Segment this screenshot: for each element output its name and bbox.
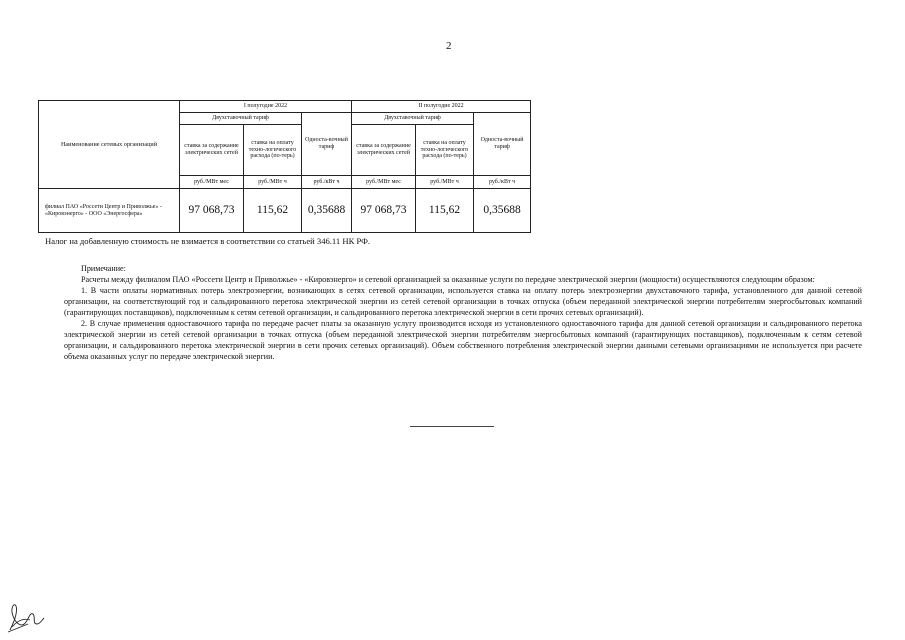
unit-cell: руб./МВт ч (416, 176, 474, 189)
table-cell: 97 068,73 (352, 189, 416, 233)
vat-note: Налог на добавленную стоимость не взимается в соответствии со статьей 346.11 НК РФ. (45, 236, 371, 246)
notes-item-2: 2. В случае применения одноставочного тарифа по передаче расчет платы за оказанную услугу производится исходя из установленного одноставочного тарифа для данной сетевой организации и сальдированного перетока электрической энергии из сетей сетевой организации в точках отпуска (объем переданной электрической энергии потребителям энергосбытовых компаний (гарантирующих поставщиков), подключенным к сетям сетевой организации, и сальдированного перетока электрической энергии в сети прочих сетевых организаций). Объем собственного потребления электрической энергии данными сетевыми организациями не используется при расчете объема оказанных услуг по передаче электрической энергии. (64, 319, 862, 361)
unit-cell: руб./кВт ч (474, 176, 531, 189)
losses-rate-header-1: ставка на оплату техно-логического расхода (по-терь) (244, 125, 302, 176)
two-part-tariff-header-2: Двухставочный тариф (352, 113, 474, 125)
page-number: 2 (446, 40, 452, 52)
maintenance-rate-header-1: ставка за содержание электрических сетей (180, 125, 244, 176)
tariff-table (38, 100, 531, 233)
table-cell: 0,35688 (302, 189, 352, 233)
single-rate-header-2: Односта-вочный тариф (474, 113, 531, 176)
period-1-header: I полугодие 2022 (180, 101, 352, 113)
maintenance-rate-header-2: ставка за содержание электрических сетей (352, 125, 416, 176)
signature-mark (6, 600, 46, 634)
single-rate-header-1: Односта-вочный тариф (302, 113, 352, 176)
org-name-header: Наименование сетевых организаций (39, 101, 180, 189)
unit-cell: руб./МВт ч (244, 176, 302, 189)
org-name-cell: филиал ПАО «Россети Центр и Приволжье» - «Кировэнерго» - ООО «Энергосфера» (39, 189, 180, 233)
table-cell: 0,35688 (474, 189, 531, 233)
unit-cell: руб./МВт мес (180, 176, 244, 189)
two-part-tariff-header-1: Двухставочный тариф (180, 113, 302, 125)
unit-cell: руб./МВт мес (352, 176, 416, 189)
table-row (39, 189, 531, 233)
unit-cell: руб./кВт ч (302, 176, 352, 189)
period-2-header: II полугодие 2022 (352, 101, 531, 113)
notes-section (64, 263, 862, 362)
table-cell: 115,62 (416, 189, 474, 233)
losses-rate-header-2: ставка на оплату техно-логического расхода (по-терь) (416, 125, 474, 176)
notes-intro: Расчеты между филиалом ПАО «Россети Центр и Приволжье» - «Кировэнерго» и сетевой организацией за оказанные услуги по передаче электрической энергии (мощности) осуществляются следующим образом: (81, 275, 815, 284)
notes-label: Примечание: (81, 264, 126, 273)
divider-line (410, 426, 494, 427)
table-cell: 115,62 (244, 189, 302, 233)
notes-item-1: 1. В части оплаты нормативных потерь электроэнергии, возникающих в сетях сетевой организации, используется ставка на оплату потерь электроэнергии двухставочного тарифа, установленного для данной сетевой организации, на соответствующий год и сальдированного перетока электрической энергии из сетей сетевой организации в точках отпуска (объем переданной электрической энергии потребителям энергосбытовых компаний (гарантирующих поставщиков), подключенным к сетям сетевой организации, и сальдированного перетока электрической энергии в сети прочих сетевых организаций). (64, 286, 862, 317)
table-cell: 97 068,73 (180, 189, 244, 233)
